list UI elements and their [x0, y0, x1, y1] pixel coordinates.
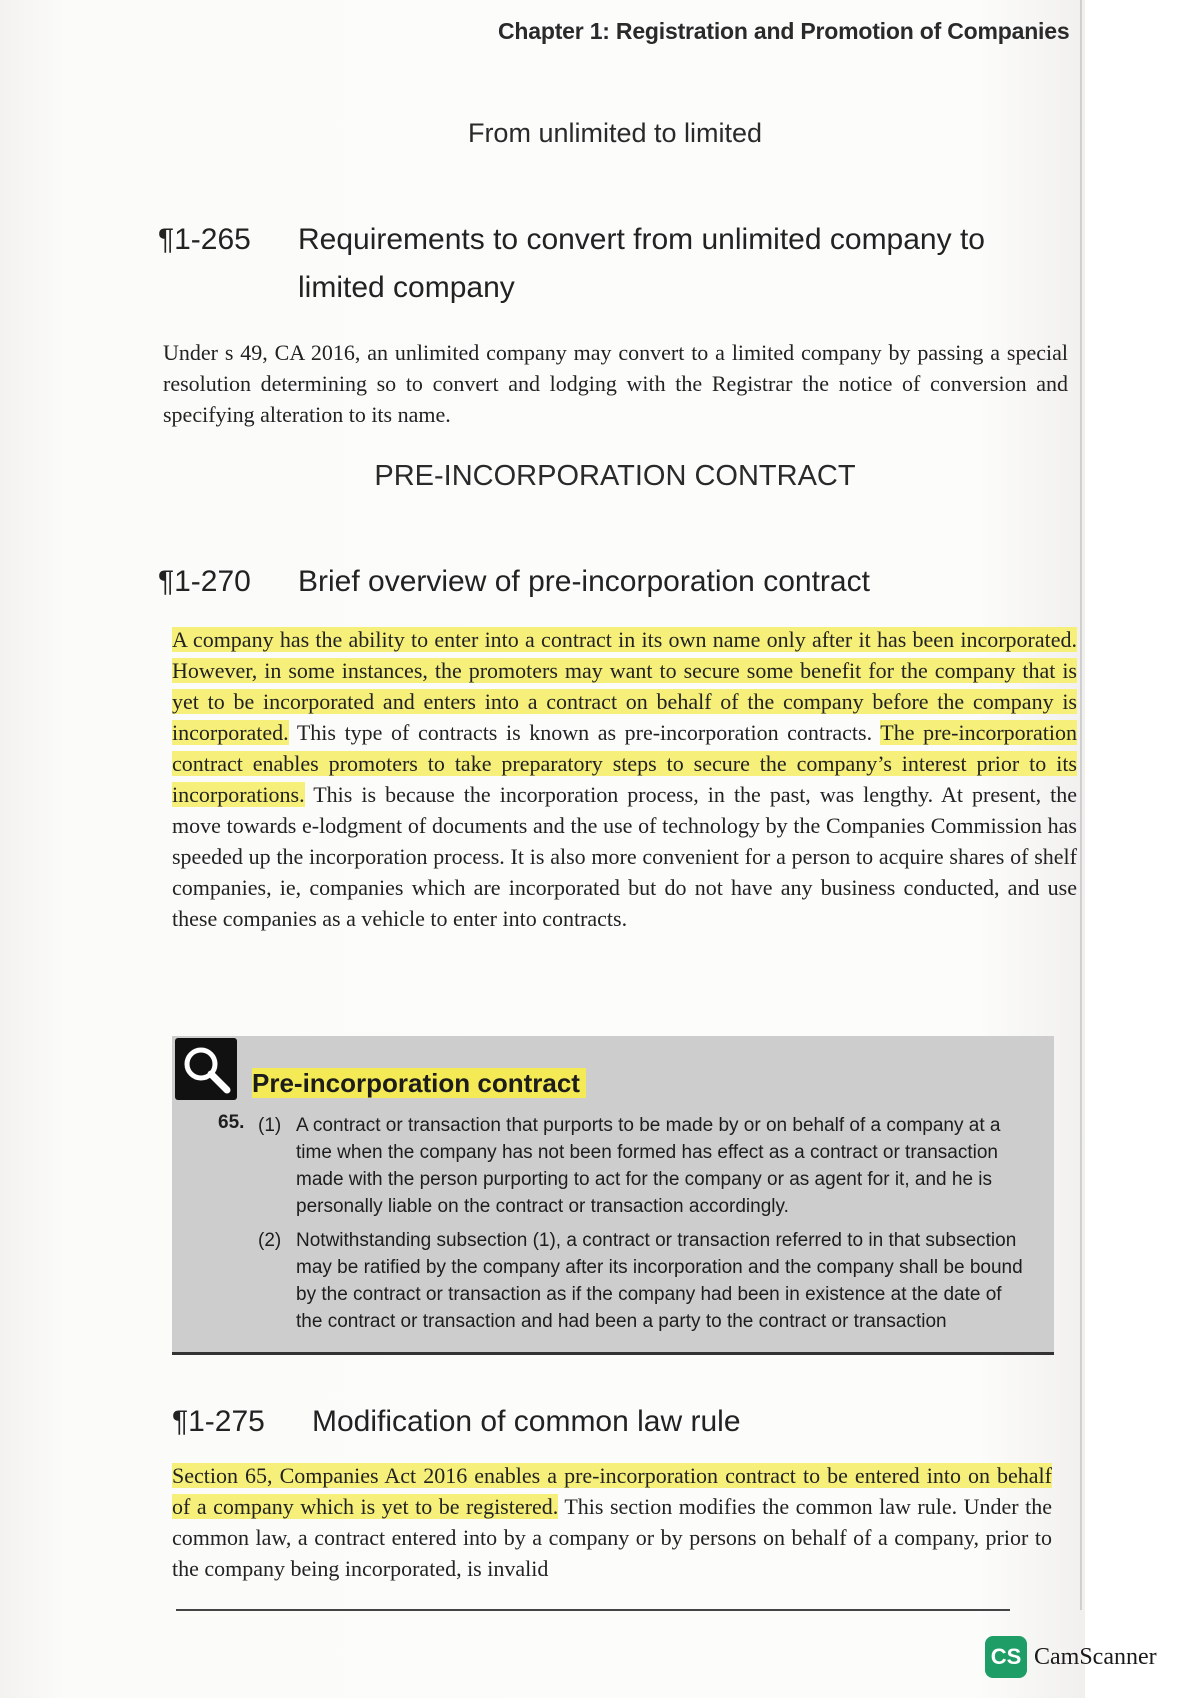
clause-text: A contract or transaction that purports to be made by or on behalf of a company at a time when the company has not been formed has effect as a contract or transaction made with the person purporting to act for the company or as agent for it, and he is personally liable on the contract or transaction accordingly. — [296, 1115, 1001, 1217]
paragraph-number: ¶1-270 — [158, 565, 251, 598]
clause-number: (2) — [258, 1230, 282, 1251]
paragraph-number: ¶1-275 — [172, 1405, 265, 1438]
camscanner-logo-icon: CS — [985, 1636, 1027, 1678]
clause-2 — [258, 1227, 1028, 1335]
heading-1-265 — [158, 216, 1068, 312]
paragraph-title: Brief overview of pre-incorporation contract — [298, 565, 870, 598]
footer-rule — [176, 1609, 1010, 1611]
clause-text: Notwithstanding subsection (1), a contract or transaction referred to in that subsection may be ratified by the company after its incorporation and the company shall be bound by the contract or transaction as if the company had been in existence at the date of the contract or transaction and had been a party to the contract or transaction — [296, 1230, 1023, 1332]
section-heading-from-unlimited: From unlimited to limited — [467, 118, 763, 148]
paragraph-title: Modification of common law rule — [312, 1405, 741, 1438]
body-text-segment: This section modifies the common law rule. Under the common law, a contract entered into by a company or by persons on behalf of a company, prior to the company being incorporated, is invalid — [172, 1494, 1052, 1581]
paragraph-title: Requirements to convert from unlimited company to limited company — [298, 223, 985, 304]
body-1-275 — [172, 1460, 1052, 1584]
magnifier-icon — [175, 1038, 237, 1100]
running-head: Chapter 1: Registration and Promotion of Companies — [498, 18, 1070, 44]
body-text-segment: This is because the incorporation process, in the past, was lengthy. At present, the move towards e-lodgment of documents and the use of technology by the Companies Commission has speeded up the incorporation process. It is also more convenient for a person to acquire shares of shelf companies, ie, companies which are incorporated but do not have any business conducted, and use these companies as a vehicle to enter into contracts. — [172, 782, 1077, 931]
heading-1-270 — [158, 558, 1068, 606]
body-1-265: Under s 49, CA 2016, an unlimited company may convert to a limited company by passing a special resolution determining so to convert and lodging with the Registrar the notice of conversion and specifying alteration to its name. — [163, 340, 1068, 427]
statute-box-title — [252, 1068, 586, 1099]
body-1-270 — [172, 624, 1077, 934]
section-number: 65. — [218, 1112, 245, 1133]
highlighted-text: The pre-incorporation contract enables promoters to take preparatory steps to secure the company’s interest prior to its incorporations. — [172, 720, 1077, 807]
camscanner-watermark: CamScanner — [1034, 1644, 1157, 1670]
section-heading-pre-incorporation: PRE-INCORPORATION CONTRACT — [374, 460, 856, 492]
page-edge — [1080, 0, 1082, 1610]
clause-1 — [258, 1112, 1028, 1220]
highlighted-text: A company has the ability to enter into a contract in its own name only after it has been incorporated. However, in some instances, the promoters may want to secure some benefit for the company that is yet to be incorporated and enters into a contract on behalf of the company before the company is incorporated. — [172, 627, 1077, 745]
statute-box-title-text: Pre-incorporation contract — [252, 1068, 586, 1098]
heading-1-275 — [172, 1398, 1072, 1446]
highlighted-text: Section 65, Companies Act 2016 enables a pre-incorporation contract to be entered into on behalf of a company which is yet to be registered. — [172, 1463, 1052, 1519]
paragraph-number: ¶1-265 — [158, 223, 251, 256]
clause-number: (1) — [258, 1115, 282, 1136]
body-text-segment: This type of contracts is known as pre-incorporation contracts. — [288, 720, 881, 745]
